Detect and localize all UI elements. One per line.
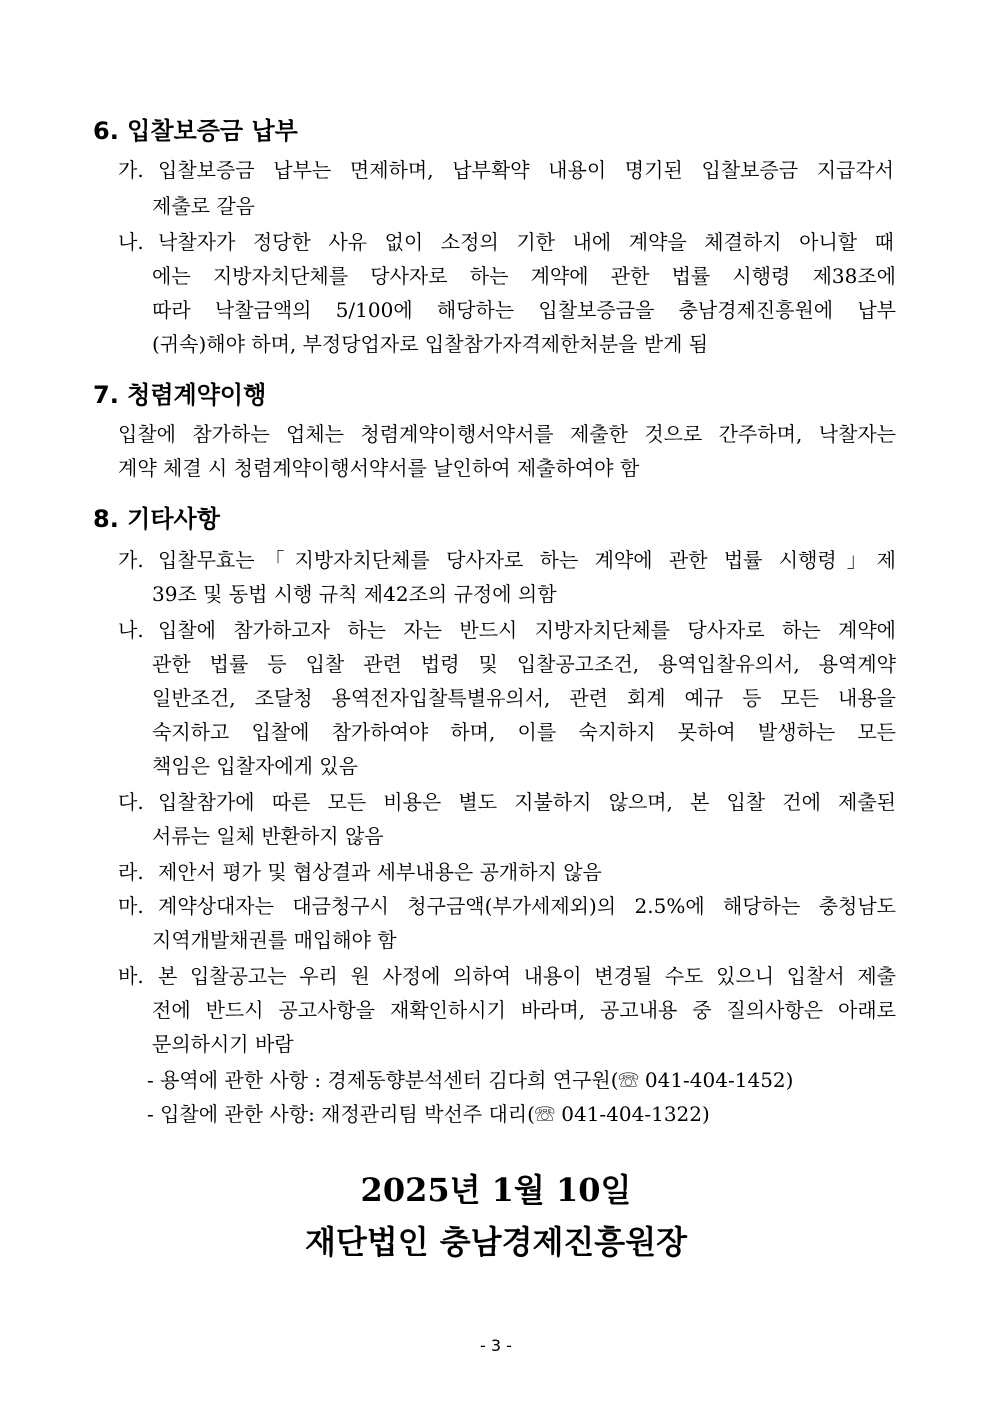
section-8-item-da-line-2: 서류는 일체 반환하지 않음: [152, 824, 384, 848]
section-6-item-na-line-4: (귀속)해야 하며, 부정당업자로 입찰참가자격제한처분을 받게 됨: [152, 332, 709, 356]
contact-bidding: - 입찰에 관한 사항: 재정관리팀 박선주 대리(☏ 041-404-1322): [147, 1102, 710, 1126]
organization-name: 재단법인 충남경제진흥원장: [304, 1223, 688, 1261]
section-8-item-na-line-4: 숙지하고 입찰에 참가하여야 하며, 이를 숙지하지 못하여 발생하는 모든: [152, 720, 896, 744]
section-8-item-ra-line-1: [118, 858, 602, 886]
section-7-paragraph-line-2: 계약 체결 시 청렴계약이행서약서를 날인하여 제출하여야 함: [118, 456, 640, 480]
section-8-item-na-line-2: 관한 법률 등 입찰 관련 법령 및 입찰공고조건, 용역입찰유의서, 용역계약: [152, 652, 896, 676]
section-8-item-na-line-5: 책임은 입찰자에게 있음: [152, 754, 358, 778]
section-6-item-na-line-1: [118, 228, 894, 256]
section-7-paragraph-line-1: 입찰에 참가하는 업체는 청렴계약이행서약서를 제출한 것으로 간주하며, 낙찰자는: [118, 422, 896, 446]
section-8-item-da-line-1: [118, 788, 896, 816]
section-8-item-na-line-1: [118, 616, 896, 644]
section-6-item-na-line-3: 따라 낙찰금액의 5/100에 해당하는 입찰보증금을 충남경제진흥원에 납부: [152, 298, 896, 322]
item-marker: 가.: [118, 158, 144, 182]
announcement-date: 2025년 1월 10일: [360, 1171, 632, 1209]
section-8-item-ga-line-2: 39조 및 동법 시행 규칙 제42조의 규정에 의함: [152, 582, 557, 606]
section-6-item-ga-line-1: [118, 156, 894, 184]
item-marker: 나.: [118, 618, 144, 642]
section-6-item-na-line-2: 에는 지방자치단체를 당사자로 하는 계약에 관한 법률 시행령 제38조에: [152, 264, 896, 288]
item-marker: 가.: [118, 548, 144, 572]
section-8-heading: 8. 기타사항: [93, 505, 220, 533]
item-marker: 라.: [118, 860, 144, 884]
item-text: 낙찰자가 정당한 사유 없이 소정의 기한 내에 계약을 체결하지 아니할 때: [158, 230, 894, 254]
item-text: 본 입찰공고는 우리 원 사정에 의하여 내용이 변경될 수도 있으니 입찰서 제출: [158, 964, 896, 988]
section-6-heading: 6. 입찰보증금 납부: [93, 117, 298, 145]
item-marker: 바.: [118, 964, 144, 988]
section-8-item-ba-line-1: [118, 962, 896, 990]
contact-service: - 용역에 관한 사항 : 경제동향분석센터 김다희 연구원(☏ 041-404-1452): [147, 1068, 794, 1092]
section-8-item-na-line-3: 일반조건, 조달청 용역전자입찰특별유의서, 관련 회계 예규 등 모든 내용을: [152, 686, 896, 710]
item-marker: 다.: [118, 790, 144, 814]
section-8-item-ga-line-1: [118, 546, 896, 574]
item-text: 입찰무효는「지방자치단체를 당사자로 하는 계약에 관한 법률 시행령」제: [158, 548, 896, 572]
item-text: 입찰에 참가하고자 하는 자는 반드시 지방자치단체를 당사자로 하는 계약에: [158, 618, 896, 642]
item-text: 입찰보증금 납부는 면제하며, 납부확약 내용이 명기된 입찰보증금 지급각서: [158, 158, 894, 182]
section-8-item-ba-line-2: 전에 반드시 공고사항을 재확인하시기 바라며, 공고내용 중 질의사항은 아래로: [152, 998, 896, 1022]
item-text: 입찰참가에 따른 모든 비용은 별도 지불하지 않으며, 본 입찰 건에 제출된: [158, 790, 896, 814]
page-number: - 3 -: [480, 1336, 512, 1355]
section-7-heading: 7. 청렴계약이행: [93, 381, 267, 409]
item-marker: 나.: [118, 230, 144, 254]
section-8-item-ma-line-1: [118, 892, 896, 920]
item-text: 제안서 평가 및 협상결과 세부내용은 공개하지 않음: [158, 860, 602, 884]
item-marker: 마.: [118, 894, 144, 918]
section-6-item-ga-line-2: 제출로 갈음: [152, 194, 255, 218]
section-8-item-ba-line-3: 문의하시기 바람: [152, 1032, 294, 1056]
item-text: 계약상대자는 대금청구시 청구금액(부가세제외)의 2.5%에 해당하는 충청남도: [158, 894, 896, 918]
section-8-item-ma-line-2: 지역개발채권를 매입해야 함: [152, 928, 397, 952]
